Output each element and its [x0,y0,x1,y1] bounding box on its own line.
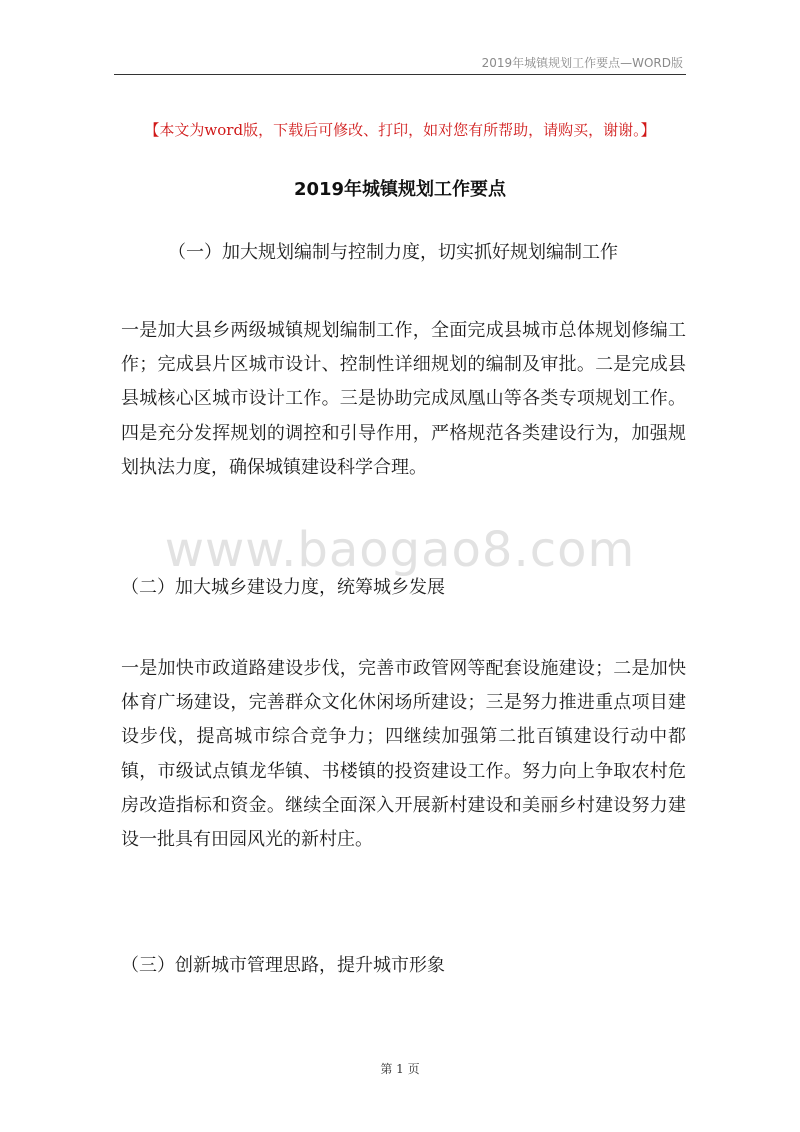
document-title: 2019年城镇规划工作要点 [293,179,507,200]
section-heading-1: （一）加大规划编制与控制力度，切实抓好规划编制工作 [168,242,618,263]
page-number: 第 1 页 [380,1062,420,1076]
section-heading-3: （三）创新城市管理思路，提升城市形象 [121,955,445,976]
section-body-2: 一是加快市政道路建设步伐，完善市政管网等配套设施建设；二是加快体育广场建设，完善群众文化休闲场所建设；三是努力推进重点项目建设步伐，提高城市综合竞争力；四继续加强第二批百镇建设行动中都镇，市级试点镇龙华镇、书楼镇的投资建设工作。努力向上争取农村危房改造指标和资金。继续全面深入开展新村建设和美丽乡村建设努力建设一批具有田园风光的新村庄。 [121,658,686,851]
section-heading-2: （二）加大城乡建设力度，统筹城乡发展 [121,577,445,598]
header-divider [114,74,686,75]
running-header: 2019年城镇规划工作要点—WORD版 [481,56,683,70]
section-body-1: 一是加大县乡两级城镇规划编制工作，全面完成县城市总体规划修编工作；完成县片区城市设计、控制性详细规划的编制及审批。二是完成县县城核心区城市设计工作。三是协助完成凤凰山等各类专项规划工作。四是充分发挥规划的调控和引导作用，严格规范各类建设行为，加强规划执法力度，确保城镇建设科学合理。 [121,320,686,478]
watermark: www.baogao8.com [164,522,636,578]
purchase-notice: 【本文为word版，下载后可修改、打印，如对您有所帮助，请购买，谢谢。】 [144,121,656,139]
